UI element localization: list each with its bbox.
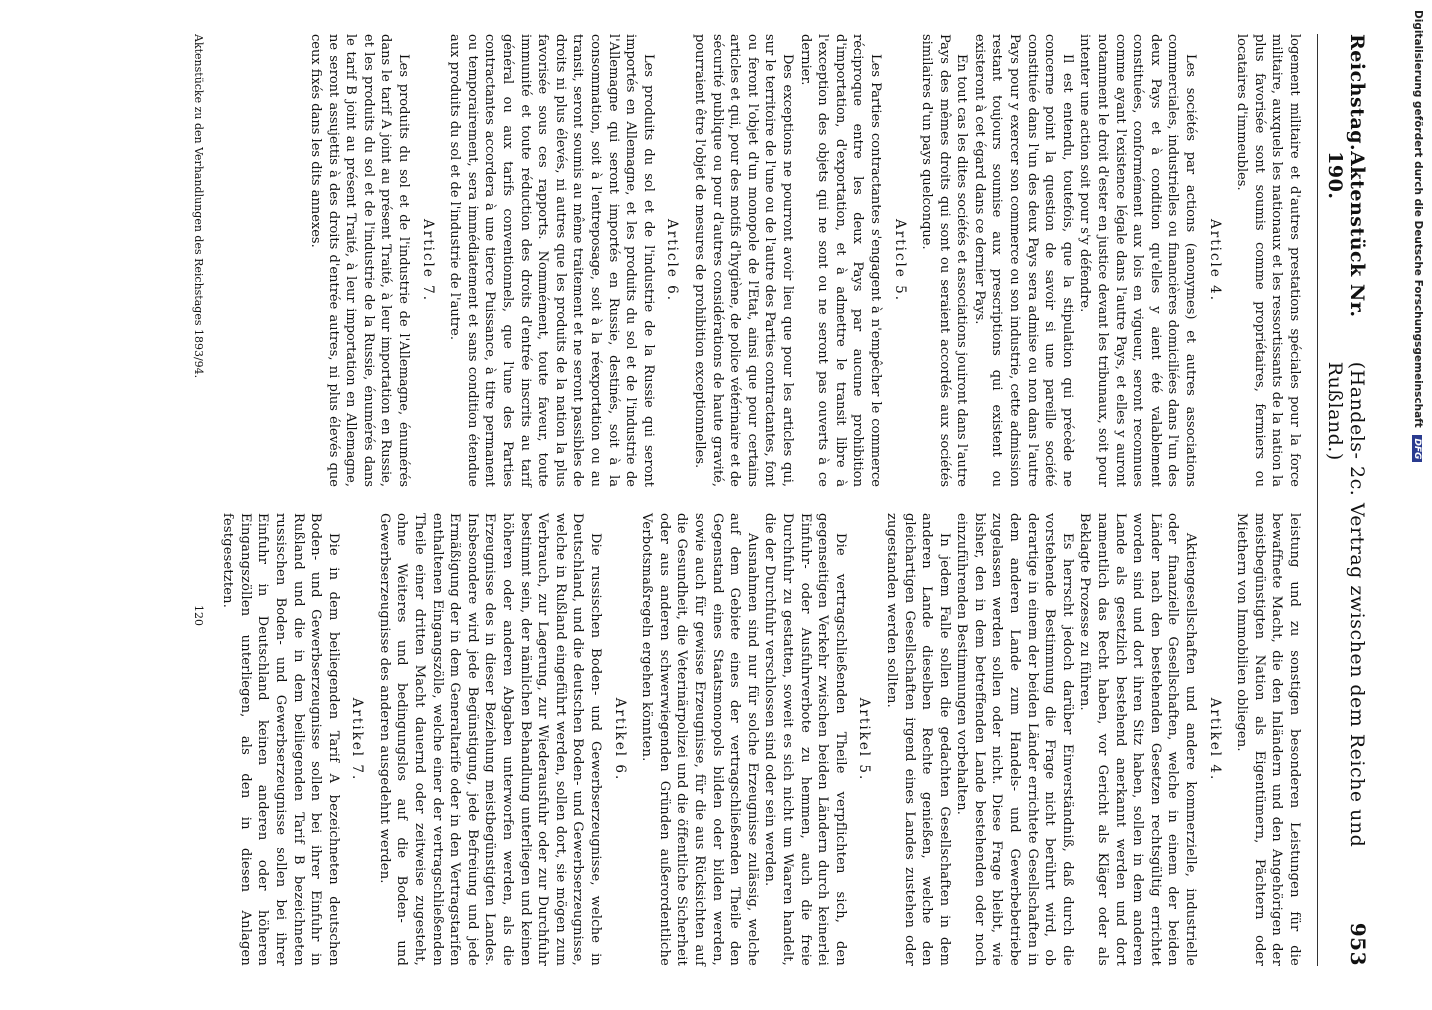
german-article-heading: Artikel 5. (856, 697, 873, 782)
german-article-heading: Artikel 4. (1206, 697, 1223, 782)
german-paragraph: Aktiengesellschaften und andere kommerzielle, industrielle oder finanzielle Gesellschaften, welche in einem der beiden Länder nach den bestehenden Gesetzen rechtsgültig errichtet worden sind und dort ihren Sitz haben, sollen in dem anderen Lande als gesetzlich bestehend anerkannt werden und dort namentlich das Recht haben, vor Gericht als Kläger oder als Beklagte Prozesse zu führen. (1077, 513, 1199, 966)
dfg-logo: DFG (1412, 435, 1422, 462)
german-paragraph: Die in dem beiliegenden Tarif A bezeichneten deutschen Boden- und Gewerbserzeugnisse sollen bei ihrer Einfuhr in Rußland und die in dem beiliegenden Tarif B bezeichneten russischen Boden- und Gewerbserzeugnisse sollen bei ihrer Einfuhr in Deutschland keinen anderen oder höheren Eingangszöllen unterliegen, als den in diesen Anlagen festgesetzten. (220, 513, 341, 966)
page-footer (192, 34, 205, 966)
header-left: Reichstag. (1346, 34, 1368, 152)
french-paragraph: Des exceptions ne pourront avoir lieu que pour les articles qui, sur le territoire de l'une ou de l'autre des Parties contractantes, font ou feront l'objet d'un monopole de l'Etat, ainsi que pour certains articles et qui, pour des motifs d'hygiène, de police vétérinaire et de sécurité publique ou pour d'autres considérations de haute gravité, pourraient être l'objet de mesures de prohibition exceptionnelles. (692, 34, 795, 487)
german-article-heading: Artikel 6. (611, 697, 628, 782)
french-paragraph: Il est entendu, toutefois, que la stipulation qui précède ne concerne point la question de savoir si une pareille société constituée dans l'un des deux Pays sera admise ou non dans l'autre Pays pour y exercer son commerce ou son industrie, cette admission restant toujours soumise aux prescriptions qui existent ou existeront à cet égard dans ce dernier Pays. (971, 34, 1075, 487)
french-paragraph: En tout cas les dites sociétés et associations jouiront dans l'autre Pays des mêmes droits qui sont ou seraient accordés aux sociétés similaires d'un pays quelconque. (919, 34, 970, 487)
running-header (1317, 34, 1370, 966)
text-columns (219, 34, 1303, 966)
french-paragraph: Les Parties contractantes s'engagent à n'empêcher le commerce réciproque entre les deux Pays par aucune prohibition d'importation, d'exportation, et à admettre le transit libre à l'exception des objets qui ne sont ou ne seront pas ouverts à ce dernier. (797, 34, 883, 487)
french-paragraph: logement militaire et d'autres prestations spéciales pour la force militaire, auxquels les nationaux et les ressortissants de la nation la plus favorisée sont soumis comme propriétaires, fermiers ou locataires d'immeubles. (1234, 34, 1302, 487)
header-document-number: Aktenstück Nr. 190. (1324, 151, 1368, 318)
german-paragraph: leistung und zu sonstigen besonderen Leistungen für die bewaffnete Macht, die den Inländern und den Angehörigen der meistbegünstigten Nation als Eigentümern, Pächtern oder Miethern von Immobilien obliegen. (1234, 513, 1302, 966)
footer-sheet-number: 120 (191, 605, 205, 626)
digitization-credit-text: Digitalisierung gefördert durch die Deutsche Forschungsgemeinschaft (1412, 10, 1424, 428)
french-paragraph: Les sociétés par actions (anonymes) et autres associations commerciales, industrielles ou financières domiciliées dans l'un des deux Pays et à condition qu'elles y aient été valablement constituées, conformément aux lois en vigueur, seront reconnues comme ayant l'existence légale dans l'autre Pays, et elles y auront notamment le droit d'ester en justice devant les tribunaux, soit pour intenter une action soit pour s'y défendre. (1077, 34, 1199, 487)
french-article-heading: Article 7. (419, 219, 436, 302)
footer-source: Aktenstücke zu den Verhandlungen des Reichstages 1893/94. (191, 34, 205, 379)
french-column (219, 34, 1303, 487)
page-number: 953 (1346, 922, 1370, 966)
french-article-heading: Article 4. (1206, 219, 1223, 302)
german-column (219, 513, 1303, 966)
german-paragraph: Die russischen Boden- und Gewerbserzeugnisse, welche in Deutschland, und die deutschen Boden- und Gewerbserzeugnisse, welche in Rußland eingeführt werden, sollen dort, sie mögen zum Verbrauch, zur Lagerung, zur Wiederausfuhr oder zur Durchfuhr bestimmt sein, der nämlichen Behandlung unterliegen und keinen höheren oder anderen Abgaben unterworfen werden, als die Erzeugnisse des in dieser Beziehung meistbegünstigten Landes. Insbesondere wird jede Begünstigung, jede Befreiung und jede Ermäßigung der in dem Generaltarife oder in den Vertragstarifen enthaltenen Eingangszölle, welche einer der vertragschließenden Theile einer dritten Macht dauernd oder zeitweise zugesteht, ohne Weiteres und bedingungslos auf die Boden- und Gewerbserzeugnisse des anderen ausgedehnt werden. (376, 513, 604, 966)
german-article-heading: Artikel 7. (349, 697, 366, 782)
french-paragraph: Les produits du sol et de l'industrie de l'Allemagne, énumérés dans le tarif A joint au présent Traité, à leur importation en Russie, et les produits du sol et de l'industrie de la Russie, énumérés dans le tarif B joint au présent Traité, à leur importation en Allemagne, ne seront assujettis à des droits d'entrée autres, ni plus élevés que ceux fixés dans les dits annexes. (308, 34, 412, 487)
french-paragraph: Les produits du sol et de l'industrie de la Russie qui seront importés en Allemagne, et les produits du sol et de l'industrie de l'Allemagne qui seront importés en Russie, destinés, soit à la consommation, soit à l'entreposage, soit à la réexportation ou au transit, seront soumis au même traitement et ne seront passibles de droits ni plus élevés, ni autres que les produits de la nation la plus favorisée sous ces rapports. Nommément, toute faveur, toute immunité et toute réduction des droits d'entrée inscrits au tarif général ou aux tarifs conventionnels, que l'une des Parties contractantes accordera à une tierce Puissance, à titre permanent ou temporairement, sera immédiatement et sans condition étendue aux produits du sol et de l'industrie de l'autre. (447, 34, 656, 487)
german-paragraph: In jedem Falle sollen die gedachten Gesellschaften in dem anderen Lande dieselben Rechte genießen, welche den gleichartigen Gesellschaften irgend eines Landes zustehen oder zugestanden werden sollten. (883, 513, 952, 966)
german-paragraph: Die vertragschließenden Theile verpflichten sich, den gegenseitigen Verkehr zwischen beiden Ländern durch keinerlei Einfuhr- oder Ausfuhrverbote zu hemmen, auch die freie Durchfuhr zu gestatten, soweit es sich nicht um Waaren handelt, die der Durchfuhr verschlossen sind oder sein werden. (762, 513, 848, 966)
french-article-heading: Article 6. (664, 219, 681, 302)
german-paragraph: Es herrscht jedoch darüber Einverständniß, daß durch die vorstehende Bestimmung die Frage nicht berührt wird, ob derartige in einem der beiden Länder errichtete Gesellschaften in dem anderen Lande zum Handels- und Gewerbebetriebe zugelassen werden sollen oder nicht. Diese Frage bleibt, wie bisher, den in dem betreffenden Lande bestehenden oder noch einzuführenden Bestimmungen vorbehalten. (954, 513, 1075, 966)
header-title: (Handels- 2c. Vertrag zwischen dem Reiche und Rußland.) (1324, 361, 1368, 848)
french-article-heading: Article 5. (891, 219, 908, 302)
german-paragraph: Ausnahmen sind nur für solche Erzeugnisse zulässig, welche auf dem Gebiete eines der vertragschließenden Theile den Gegenstand eines Staatsmonopols bilden oder bilden werden, sowie auch für gewisse Erzeugnisse, für die aus Rücksichten auf die Gesundheit, die Veterinärpolizei und die öffentliche Sicherheit oder aus anderen schwerwiegenden Gründen außerordentliche Verbotsmaßregeln ergehen könnten. (639, 513, 760, 966)
digitization-credit (1406, 0, 1430, 1000)
